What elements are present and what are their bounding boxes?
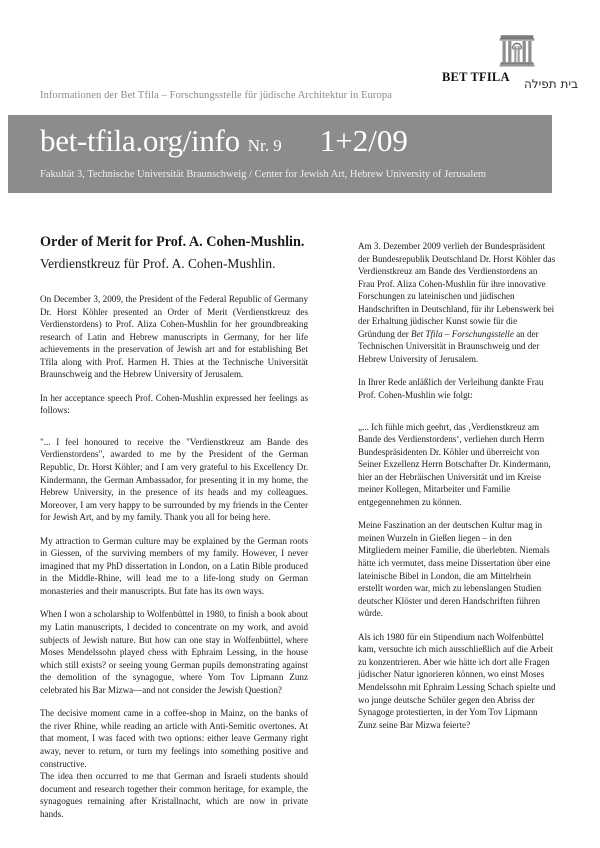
article-left-column (40, 293, 308, 831)
headline-german: Verdienstkreuz für Prof. A. Cohen-Mushlin. (40, 256, 276, 271)
paragraph: Als ich 1980 für ein Stipendium nach Wolfenbüttel kam, versuchte ich mich ausschließlich auf die Arbeit zu konzentrieren. Aber wie hätte ich dort alle Fragen jüdischer Natur ignorieren können, wo einst Moses Mendelssohn mit Ephraim Lessing Schach spielte und wo junge deutsche Schüler gegen den Abriss der Synagoge protestierten, in der Yom Tov Lipmann Zunz seine Bar Mizwa feierte? (358, 631, 556, 730)
logo-hebrew-text: בית תפילה (523, 77, 578, 91)
title-band (8, 115, 552, 193)
paragraph-quote: „... Ich fühle mich geehrt, das ‚Verdienstkreuz am Bande des Verdienstordens‘, verliehen durch Herrn Bundespräsidenten Dr. Köhler und überreicht von Seiner Exzellenz Herrn Botschafter Dr. Kindermann, hier an der Hebräischen Universität und im Kreise meiner Kollegen, Mitarbeiter und Familie entgegennehmen zu können. (358, 421, 551, 507)
paragraph-text: an der Technischen Universität in Braunschweig und der Hebrew University of Jerusalem. (358, 328, 540, 364)
paragraph (358, 240, 556, 365)
paragraph: My attraction to German culture may be explained by the German roots in Giessen, of the surviving members of my family. However, I never imagined that my PhD dissertation in London, on a Latin Bible produced in the Middle-Rhine, will lead me to a life-long study on German monasteries and their manuscripts. But fate has its own ways. (40, 535, 308, 596)
paragraph: The idea then occurred to me that German and Israeli students should document and research together their common heritage, for example, the synagogues remaining after Kristallnacht, which are now in private hands. (40, 771, 308, 819)
headline-english: Order of Merit for Prof. A. Cohen-Mushlin. (40, 234, 305, 250)
issue-label: Nr. 9 (247, 136, 282, 155)
publisher-subtitle: Fakultät 3, Technische Universität Braunschweig / Center for Jewish Art, Hebrew University of Jerusalem (40, 169, 487, 180)
paragraph: In Ihrer Rede anläßlich der Verleihung dankte Frau Prof. Cohen-Mushlin wie folgt: (358, 377, 544, 401)
paragraph: When I won a scholarship to Wolfenbüttel in 1980, to finish a book about my Latin manuscripts, I decided to concentrate on my work, and avoid subjects of Jewish nature. But how can one stay in Wolfenbüttel, where Moses Mendelssohn played chess with Ephraim Lessing, in the house which still exists? or seeing young German pupils demonstrating against the demolition of the synagogue, where Yom Tov Lipmann Zunz celebrated his Bar Mizwa—and not consider the Jewish Question? (40, 609, 308, 695)
paragraph-text: Am 3. Dezember 2009 verlieh der Bundespräsident der Bundesrepublik Deutschland Dr. Horst Köhler das Verdienstkreuz am Bande des Verdienstordens an Frau Prof. Aliza Cohen-Mushlin für ihre innovative Forschungen zu lateinischen und jüdischen Handschriften in Deutschland, für ihr Lebenswerk bei der Erhaltung jüdischer Kunst sowie für die Gründung der (358, 241, 556, 339)
issue-number: 1+2/09 (319, 123, 408, 158)
paragraph: On December 3, 2009, the President of the Federal Republic of Germany Dr. Horst Köhler presented an Order of Merit (Verdienstkreuz des Verdienstordens) to Prof. Aliza Cohen-Mushlin for her groundbreaking research of Latin and Hebrew manuscripts in Germany, for her life achievements in the preservation of Jewish art and for establishing Bet Tfila along with Prof. Harmen H. Thies at the Technische Universität Braunschweig and the Hebrew University of Jerusalem. (40, 294, 308, 380)
article-right-column (358, 240, 556, 742)
article-headline-block (40, 233, 340, 273)
masthead (0, 0, 600, 115)
paragraph: Meine Faszination an der deutschen Kultur mag in meinen Wurzeln in Gießen liegen – in den Mitgliedern meiner Familie, die überlebten. Niemals hätte ich vermutet, dass meine Dissertation über eine lateinische Bibel in London, die am Mittelrhein erstellt worden war, mich zu lebenslangen Studien deutscher Klöster und deren Handschriften führen würde. (358, 520, 551, 619)
title-band-heading-row (40, 121, 408, 161)
masthead-tagline: Informationen der Bet Tfila – Forschungsstelle für jüdische Architektur in Europa (40, 90, 392, 101)
bet-tfila-logo (442, 34, 578, 94)
publication-title: bet-tfila.org/info (40, 123, 240, 158)
paragraph-quote: "... I feel honoured to receive the "Verdienstkreuz am Bande des Verdienstordens", awarded to me by the President of the German Republic, Dr. Horst Köhler; and I am very grateful to his Excellency Dr. Kindermann, the German Ambassador, for presenting it in my home, the Hebrew University, in the presence of its heads and my colleagues. Moreover, I am very happy to be surrounded by my friends in the Center for Jewish Art, and by my family. Thank you all for being here. (40, 436, 308, 523)
logo-wordmark: BET TFILA (442, 70, 510, 84)
synagogue-facade-icon (498, 34, 536, 68)
paragraph: In her acceptance speech Prof. Cohen-Mushlin expressed her feelings as follows: (40, 392, 308, 416)
emphasis-bet-tfila: Bet Tfila – Forschungsstelle (411, 328, 514, 339)
paragraph: The decisive moment came in a coffee-shop in Mainz, on the banks of the river Rhine, while reading an article with Anti-Semitic overtones. At that moment, I was faced with two options: either leave Germany right away, never to return, or turn my feelings into something positive and constructive. (40, 708, 308, 769)
